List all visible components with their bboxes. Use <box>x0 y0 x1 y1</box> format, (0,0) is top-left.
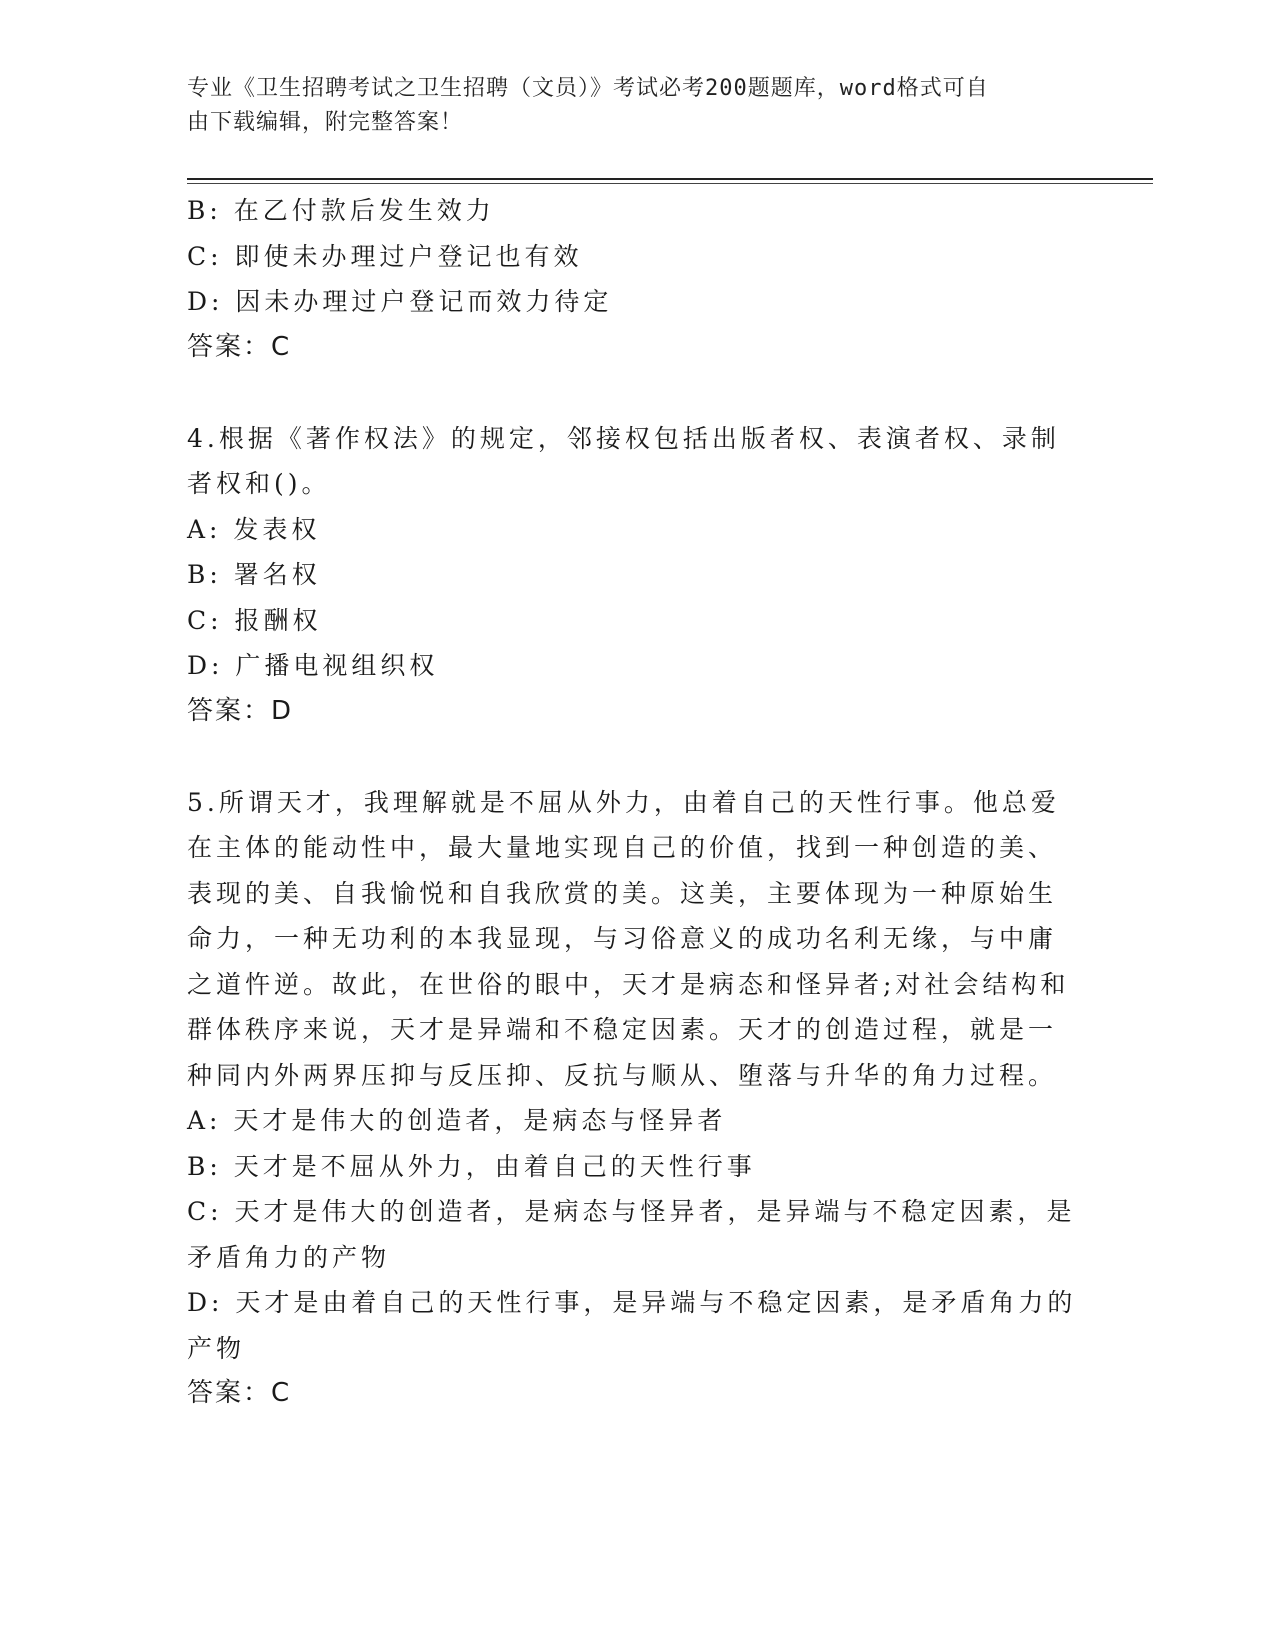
q3-option-c: C: 即使未办理过户登记也有效 <box>187 241 583 271</box>
q5-stem-line-5: 之道忤逆。故此，在世俗的眼中，天才是病态和怪异者;对社会结构和 <box>187 969 1070 999</box>
q5-stem-line-3: 表现的美、自我愉悦和自我欣赏的美。这美，主要体现为一种原始生 <box>187 878 1058 908</box>
q5-stem-line-7: 种同内外两界压抑与反压抑、反抗与顺从、堕落与升华的角力过程。 <box>187 1060 1058 1090</box>
q5-option-d-line-2: 产物 <box>187 1333 246 1363</box>
q4-answer: 答案：D <box>187 695 294 726</box>
q4-option-b: B: 署名权 <box>187 560 321 589</box>
document-header <box>187 72 1067 140</box>
q5-option-d-line-1: D: 天才是由着自己的天性行事，是异端与不稳定因素，是矛盾角力的 <box>187 1288 1077 1317</box>
question-content <box>187 188 1077 1417</box>
q5-answer: 答案：C <box>187 1378 292 1408</box>
header-line-1: 专业《卫生招聘考试之卫生招聘（文员）》考试必考200题题库，word格式可自 <box>187 76 989 101</box>
q5-stem-line-1: 5.所谓天才，我理解就是不屈从外力，由着自己的天性行事。他总爱 <box>187 787 1060 817</box>
q5-stem-line-4: 命力，一种无功利的本我显现，与习俗意义的成功名利无缘，与中庸 <box>187 924 1058 953</box>
q3-answer: 答案：C <box>187 331 292 362</box>
q4-option-d: D: 广播电视组织权 <box>187 651 439 680</box>
q5-option-a: A: 天才是伟大的创造者，是病态与怪异者 <box>187 1106 727 1135</box>
q5-option-c-line-1: C: 天才是伟大的创造者，是病态与怪异者，是异端与不稳定因素，是 <box>187 1197 1076 1226</box>
q4-stem-line-1: 4.根据《著作权法》的规定，邻接权包括出版者权、表演者权、录制 <box>187 423 1060 453</box>
q4-option-c: C: 报酬权 <box>187 605 322 635</box>
q5-option-c-line-2: 矛盾角力的产物 <box>187 1242 391 1272</box>
q4-option-a: A: 发表权 <box>187 514 321 544</box>
question-4 <box>187 416 1077 735</box>
spacer <box>187 370 1077 416</box>
q3-option-d: D: 因未办理过户登记而效力待定 <box>187 287 613 316</box>
question-5 <box>187 780 1077 1417</box>
header-divider-thin <box>187 183 1153 184</box>
question-3 <box>187 188 1077 370</box>
header-divider-thick <box>187 178 1153 180</box>
header-line-2: 由下载编辑，附完整答案！ <box>187 110 464 135</box>
q4-stem-line-2: 者权和()。 <box>187 469 331 498</box>
q3-option-b: B: 在乙付款后发生效力 <box>187 196 495 225</box>
spacer <box>187 734 1077 780</box>
q5-stem-line-6: 群体秩序来说，天才是异端和不稳定因素。天才的创造过程，就是一 <box>187 1015 1058 1044</box>
q5-option-b: B: 天才是不屈从外力，由着自己的天性行事 <box>187 1151 756 1181</box>
q5-stem-line-2: 在主体的能动性中，最大量地实现自己的价值，找到一种创造的美、 <box>187 833 1058 862</box>
